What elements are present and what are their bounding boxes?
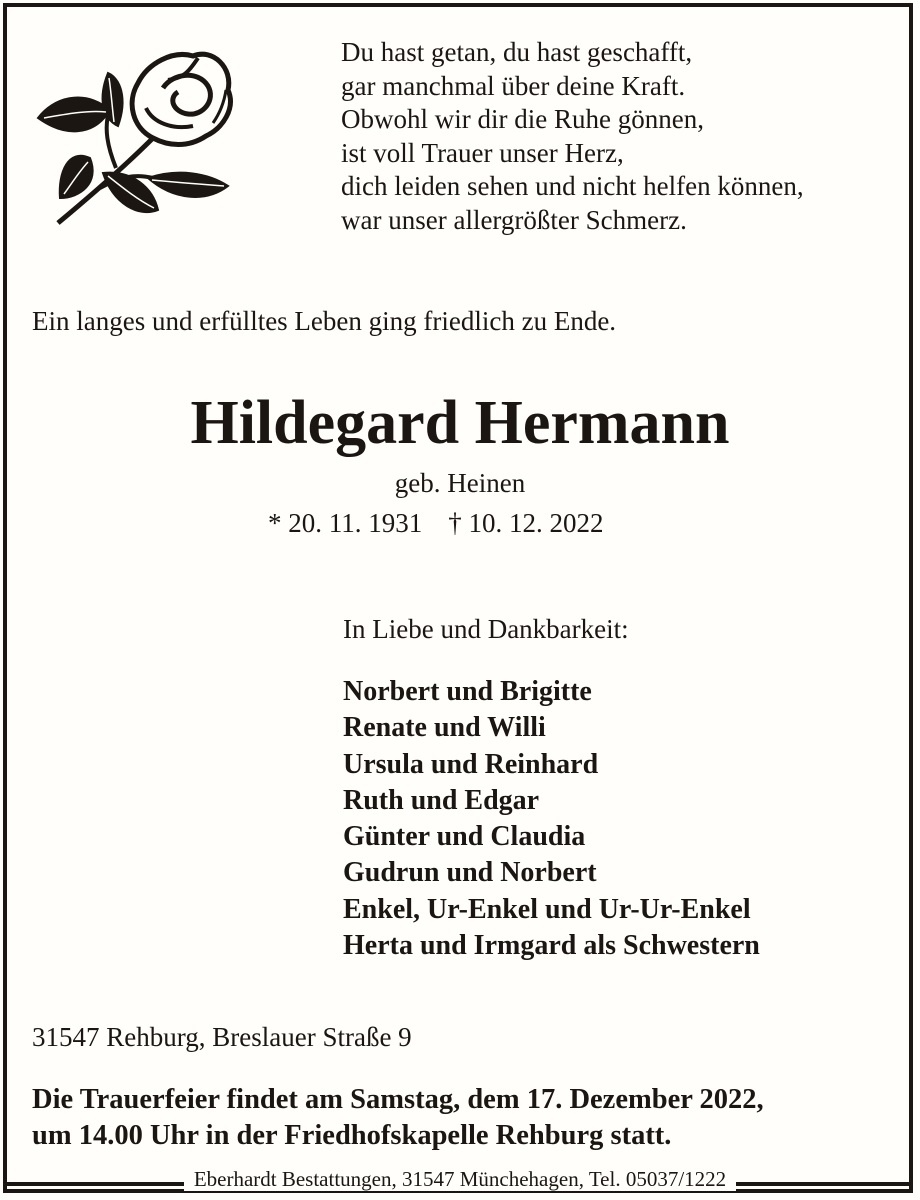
survivor-entry: Gudrun und Norbert <box>343 857 597 889</box>
survivor-entry: Ursula und Reinhard <box>343 748 599 780</box>
birth-name: geb. Heinen <box>394 468 526 498</box>
funeral-home-info: Eberhardt Bestattungen, 31547 Münchehagen, Tel. 05037/1222 <box>184 1167 736 1191</box>
poem-line: Obwohl wir dir die Ruhe gönnen, <box>341 104 704 135</box>
death-date: † 10. 12. 2022 <box>448 508 604 538</box>
poem-line: Du hast getan, du hast geschafft, <box>341 37 693 67</box>
survivor-entry: Enkel, Ur-Enkel und Ur-Ur-Enkel <box>343 893 751 925</box>
poem-line: dich leiden sehen und nicht helfen können, <box>341 171 804 202</box>
rose-icon <box>28 28 238 243</box>
deceased-name: Hildegard Hermann <box>190 389 730 457</box>
ceremony-line: um 14.00 Uhr in der Friedhofskapelle Rehburg statt. <box>32 1120 672 1151</box>
love-line: In Liebe und Dankbarkeit: <box>343 614 629 644</box>
survivor-entry: Norbert und Brigitte <box>343 676 592 707</box>
survivor-entry: Ruth und Edgar <box>343 784 540 816</box>
birth-date: * 20. 11. 1931 <box>268 508 423 538</box>
intro-text: Ein langes und erfülltes Leben ging friedlich zu Ende. <box>32 306 617 336</box>
poem-line: war unser allergrößter Schmerz. <box>341 204 687 235</box>
poem-line: ist voll Trauer unser Herz, <box>341 137 624 168</box>
ceremony-line: Die Trauerfeier findet am Samstag, dem 17. Dezember 2022, <box>32 1084 764 1115</box>
poem-line: gar manchmal über deine Kraft. <box>341 70 686 101</box>
footer <box>0 1167 920 1192</box>
survivor-entry: Renate und Willi <box>343 712 546 744</box>
survivor-entry: Herta und Irmgard als Schwestern <box>343 930 760 962</box>
life-dates <box>268 508 604 539</box>
address: 31547 Rehburg, Breslauer Straße 9 <box>32 1022 412 1052</box>
survivors-list <box>343 674 760 964</box>
survivor-entry: Günter und Claudia <box>343 821 586 853</box>
poem <box>341 36 804 238</box>
ceremony-notice <box>32 1082 764 1154</box>
